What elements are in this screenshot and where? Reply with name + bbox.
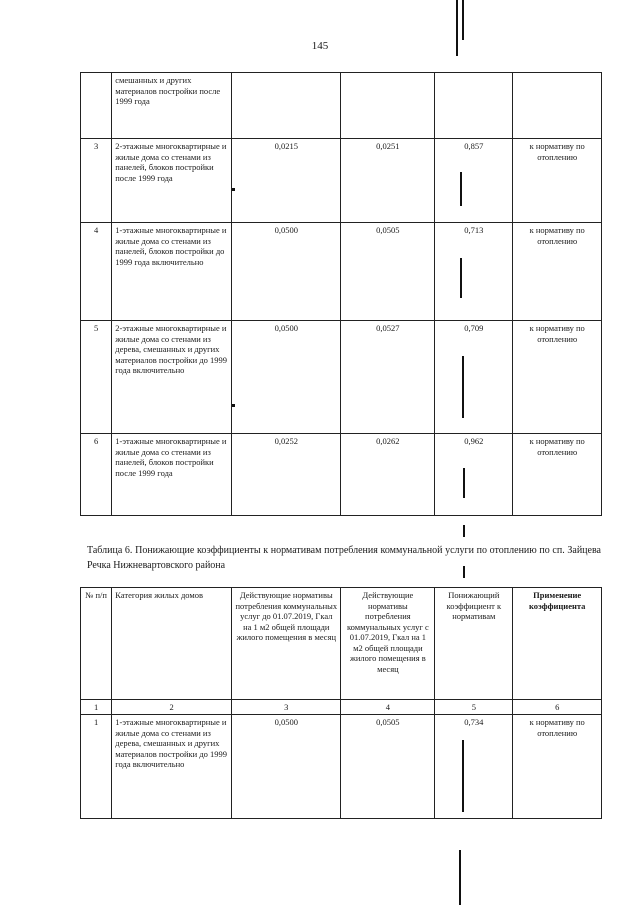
- table-caption: Таблица 6. Понижающие коэффициенты к нормативам потребления коммунальной услуги по отоплению по сп. Зайцева Речка Нижневартовского района: [87, 545, 601, 571]
- header-norm-after: Действующие нормативы потребления коммунальных услуг с 01.07.2019, Гкал на 1 м2 общей площади жилого помещения в месяц: [341, 588, 435, 700]
- row-coefficient: 0,962: [435, 434, 513, 516]
- header-norm-before: Действующие нормативы потребления коммунальных услуг до 01.07.2019, Гкал на 1 м2 общей площади жилого помещения в месяц: [232, 588, 341, 700]
- row-norm-after: 0,0505: [341, 715, 435, 819]
- scan-artifact: [463, 525, 465, 537]
- column-index: 4: [341, 700, 435, 715]
- row-application: [513, 73, 602, 139]
- row-category: смешанных и других материалов постройки после 1999 года: [112, 73, 232, 139]
- column-index: 1: [81, 700, 112, 715]
- row-coefficient: 0,709: [435, 321, 513, 434]
- row-number: 3: [81, 139, 112, 223]
- row-number: [81, 73, 112, 139]
- scan-artifact: [460, 258, 462, 298]
- row-norm-before: 0,0215: [232, 139, 341, 223]
- row-category: 2-этажные многоквартирные и жилые дома со стенами из панелей, блоков постройки после 1999 года: [112, 139, 232, 223]
- row-coefficient: 0,857: [435, 139, 513, 223]
- header-category: Категория жилых домов: [112, 588, 232, 700]
- table-header-row: [81, 588, 602, 700]
- row-norm-after: 0,0505: [341, 223, 435, 321]
- row-category: 1-этажные многоквартирные и жилые дома со стенами из панелей, блоков постройки до 1999 года включительно: [112, 223, 232, 321]
- row-number: 5: [81, 321, 112, 434]
- row-norm-before: 0,0500: [232, 321, 341, 434]
- row-application: к нормативу по отоплению: [513, 321, 602, 434]
- coefficients-table-continued: [80, 72, 602, 516]
- scan-artifact: [456, 0, 458, 56]
- row-category: 1-этажные многоквартирные и жилые дома со стенами из панелей, блоков постройки после 1999 года: [112, 434, 232, 516]
- header-coefficient: Понижающий коэффициент к нормативам: [435, 588, 513, 700]
- row-coefficient: 0,734: [435, 715, 513, 819]
- row-application: к нормативу по отоплению: [513, 139, 602, 223]
- scan-artifact: [463, 468, 465, 498]
- header-num: № п/п: [81, 588, 112, 700]
- scan-artifact: [462, 740, 464, 812]
- row-category: 2-этажные многоквартирные и жилые дома со стенами из дерева, смешанных и других материалов постройки до 1999 года включительно: [112, 321, 232, 434]
- coefficients-table: [80, 587, 602, 819]
- table-row: [81, 321, 602, 434]
- header-application: Применение коэффициента: [513, 588, 602, 700]
- row-coefficient: 0,713: [435, 223, 513, 321]
- row-norm-after: 0,0251: [341, 139, 435, 223]
- table-row: [81, 139, 602, 223]
- row-coefficient: [435, 73, 513, 139]
- table-row: [81, 434, 602, 516]
- row-number: 1: [81, 715, 112, 819]
- row-application: к нормативу по отоплению: [513, 223, 602, 321]
- row-category: 1-этажные многоквартирные и жилые дома со стенами из дерева, смешанных и других материалов постройки до 1999 года включительно: [112, 715, 232, 819]
- column-index: 5: [435, 700, 513, 715]
- column-index: 2: [112, 700, 232, 715]
- scan-artifact: [462, 356, 464, 418]
- row-application: к нормативу по отоплению: [513, 715, 602, 819]
- row-norm-before: 0,0500: [232, 223, 341, 321]
- scan-artifact: [463, 566, 465, 578]
- row-number: 6: [81, 434, 112, 516]
- scan-artifact: [232, 188, 235, 191]
- scan-artifact: [459, 850, 461, 905]
- page-number: 145: [311, 40, 329, 52]
- row-norm-before: [232, 73, 341, 139]
- scan-artifact: [232, 404, 235, 407]
- row-norm-before: 0,0500: [232, 715, 341, 819]
- scan-artifact: [462, 0, 464, 40]
- column-index: 6: [513, 700, 602, 715]
- scan-artifact: [460, 172, 462, 206]
- row-norm-after: 0,0262: [341, 434, 435, 516]
- table-row: [81, 715, 602, 819]
- column-index: 3: [232, 700, 341, 715]
- table-row: [81, 73, 602, 139]
- column-index-row: [81, 700, 602, 715]
- row-application: к нормативу по отоплению: [513, 434, 602, 516]
- row-number: 4: [81, 223, 112, 321]
- row-norm-before: 0,0252: [232, 434, 341, 516]
- row-norm-after: [341, 73, 435, 139]
- table-row: [81, 223, 602, 321]
- row-norm-after: 0,0527: [341, 321, 435, 434]
